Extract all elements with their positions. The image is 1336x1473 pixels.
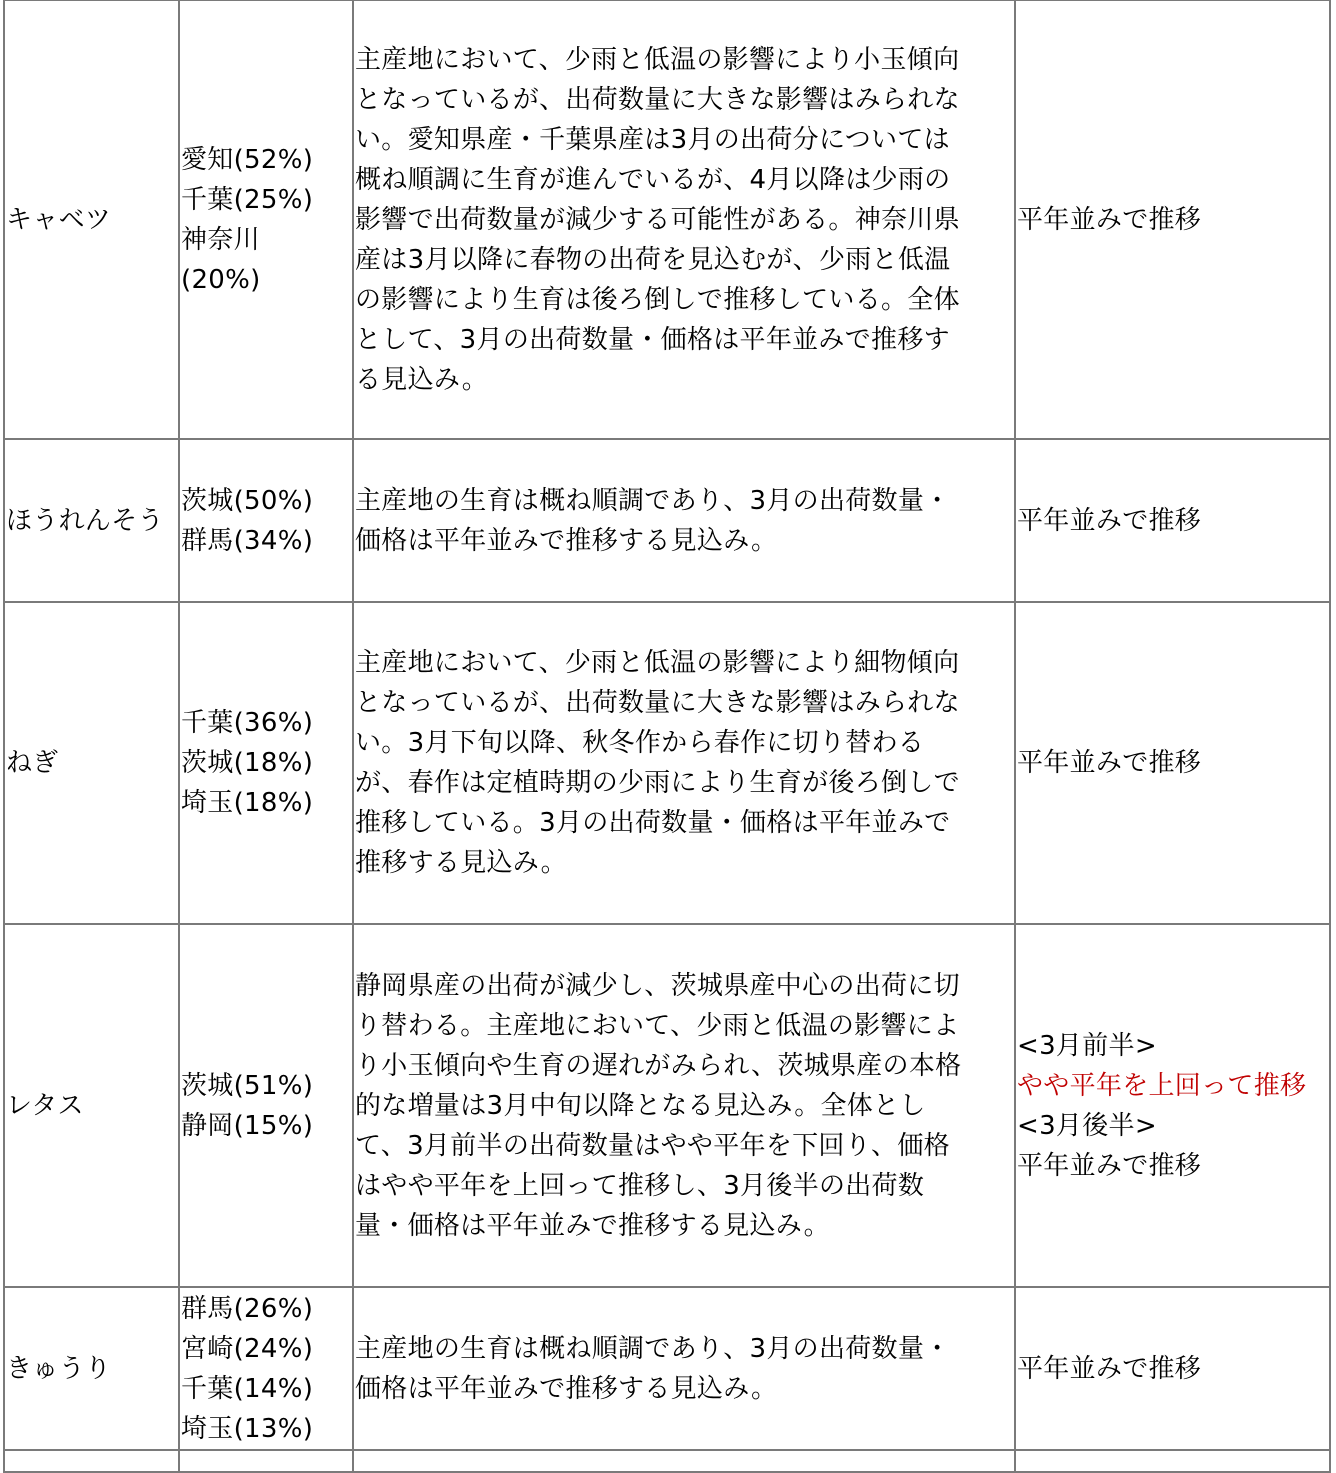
description-cell bbox=[353, 0, 1015, 439]
area-share: 千葉(36%) bbox=[181, 708, 314, 738]
area-cell bbox=[179, 924, 353, 1287]
area-share: 群馬(26%) bbox=[181, 1293, 314, 1324]
table-row bbox=[4, 1287, 1330, 1450]
trend-text: 平年並みで推移 bbox=[1017, 505, 1202, 536]
area-cell bbox=[179, 439, 353, 602]
item-name: ほうれんそう bbox=[6, 505, 164, 536]
trend-cell bbox=[1015, 1287, 1330, 1450]
item-name-cell bbox=[4, 439, 179, 602]
item-name: レタス bbox=[6, 1090, 84, 1121]
description-cell bbox=[353, 439, 1015, 602]
description-line: が、春作は定植時期の少雨により生育が後ろ倒しで bbox=[355, 768, 960, 798]
trend-text: 平年並みで推移 bbox=[1017, 204, 1202, 235]
area-share: 千葉(14%) bbox=[181, 1373, 314, 1404]
description-cell bbox=[353, 1287, 1015, 1450]
trend-cell bbox=[1015, 0, 1330, 439]
description-line: 的な増量は3月中旬以降となる見込み。全体とし bbox=[355, 1090, 926, 1121]
description-line: 価格は平年並みで推移する見込み。 bbox=[355, 525, 778, 556]
item-name: ねぎ bbox=[6, 748, 59, 778]
area-share: 静岡(15%) bbox=[181, 1110, 314, 1141]
description-line: として、3月の出荷数量・価格は平年並みで推移す bbox=[355, 324, 950, 355]
area-share: 千葉(25%) bbox=[181, 184, 314, 215]
area-share: 愛知(52%) bbox=[181, 144, 314, 175]
trend-text: 平年並みで推移 bbox=[1017, 1150, 1202, 1181]
description-line: 産は3月以降に春物の出荷を見込むが、少雨と低温 bbox=[355, 244, 951, 275]
trend-text: 平年並みで推移 bbox=[1017, 748, 1202, 778]
trend-text: 平年並みで推移 bbox=[1017, 1353, 1202, 1384]
description-line: 量・価格は平年並みで推移する見込み。 bbox=[355, 1210, 830, 1241]
area-cell bbox=[179, 1450, 353, 1472]
vegetable-outlook-table bbox=[3, 0, 1331, 1473]
item-name-cell bbox=[4, 0, 179, 439]
area-share: 茨城(51%) bbox=[181, 1070, 314, 1101]
area-share: 神奈川 bbox=[181, 224, 260, 255]
item-name-cell bbox=[4, 602, 179, 924]
description-line: り小玉傾向や生育の遅れがみられ、茨城県産の本格 bbox=[355, 1050, 962, 1081]
description-line: る見込み。 bbox=[355, 364, 489, 395]
description-line: 主産地の生育は概ね順調であり、3月の出荷数量・ bbox=[355, 485, 951, 516]
description-line: はやや平年を上回って推移し、3月後半の出荷数 bbox=[355, 1170, 925, 1201]
description-line: 主産地の生育は概ね順調であり、3月の出荷数量・ bbox=[355, 1333, 951, 1364]
trend-cell bbox=[1015, 1450, 1330, 1472]
item-name: きゅうり bbox=[6, 1353, 112, 1384]
trend-cell bbox=[1015, 924, 1330, 1287]
trend-cell bbox=[1015, 602, 1330, 924]
description-cell bbox=[353, 602, 1015, 924]
item-name-cell bbox=[4, 1287, 179, 1450]
description-line: 静岡県産の出荷が減少し、茨城県産中心の出荷に切 bbox=[355, 970, 960, 1001]
table-row bbox=[4, 924, 1330, 1287]
item-name-cell bbox=[4, 924, 179, 1287]
table-row bbox=[4, 602, 1330, 924]
trend-cell bbox=[1015, 439, 1330, 602]
description-line: 主産地において、少雨と低温の影響により細物傾向 bbox=[355, 648, 960, 678]
description-line: の影響により生育は後ろ倒しで推移している。全体 bbox=[355, 284, 960, 315]
description-line: 主産地において、少雨と低温の影響により小玉傾向 bbox=[355, 44, 960, 75]
description-line: となっているが、出荷数量に大きな影響はみられな bbox=[355, 688, 960, 718]
trend-text-highlight: やや平年を上回って推移 bbox=[1017, 1070, 1307, 1101]
area-share: 埼玉(18%) bbox=[181, 788, 314, 818]
description-line: い。愛知県産・千葉県産は3月の出荷分については bbox=[355, 124, 950, 155]
table-row-partial bbox=[4, 1450, 1330, 1472]
area-share: 群馬(34%) bbox=[181, 525, 314, 556]
trend-period-label: <3月後半> bbox=[1017, 1110, 1157, 1141]
description-line: り替わる。主産地において、少雨と低温の影響によ bbox=[355, 1010, 960, 1041]
description-line: 影響で出荷数量が減少する可能性がある。神奈川県 bbox=[355, 204, 960, 235]
area-cell bbox=[179, 602, 353, 924]
description-line: となっているが、出荷数量に大きな影響はみられな bbox=[355, 84, 960, 115]
description-line: 推移している。3月の出荷数量・価格は平年並みで bbox=[355, 808, 951, 838]
table-row bbox=[4, 439, 1330, 602]
item-name: キャベツ bbox=[6, 204, 112, 235]
description-line: い。3月下旬以降、秋冬作から春作に切り替わる bbox=[355, 728, 925, 758]
table-row bbox=[4, 0, 1330, 439]
area-share: 茨城(50%) bbox=[181, 485, 314, 516]
area-share: 埼玉(13%) bbox=[181, 1413, 314, 1444]
description-line: 価格は平年並みで推移する見込み。 bbox=[355, 1373, 778, 1404]
description-cell bbox=[353, 924, 1015, 1287]
description-line: て、3月前半の出荷数量はやや平年を下回り、価格 bbox=[355, 1130, 950, 1161]
area-share: 茨城(18%) bbox=[181, 748, 314, 778]
description-line: 概ね順調に生育が進んでいるが、4月以降は少雨の bbox=[355, 164, 951, 195]
description-cell bbox=[353, 1450, 1015, 1472]
area-cell bbox=[179, 0, 353, 439]
item-name-cell bbox=[4, 1450, 179, 1472]
area-share: (20%) bbox=[181, 264, 261, 295]
trend-period-label: <3月前半> bbox=[1017, 1030, 1157, 1061]
description-line: 推移する見込み。 bbox=[355, 848, 567, 878]
area-cell bbox=[179, 1287, 353, 1450]
area-share: 宮崎(24%) bbox=[181, 1333, 314, 1364]
